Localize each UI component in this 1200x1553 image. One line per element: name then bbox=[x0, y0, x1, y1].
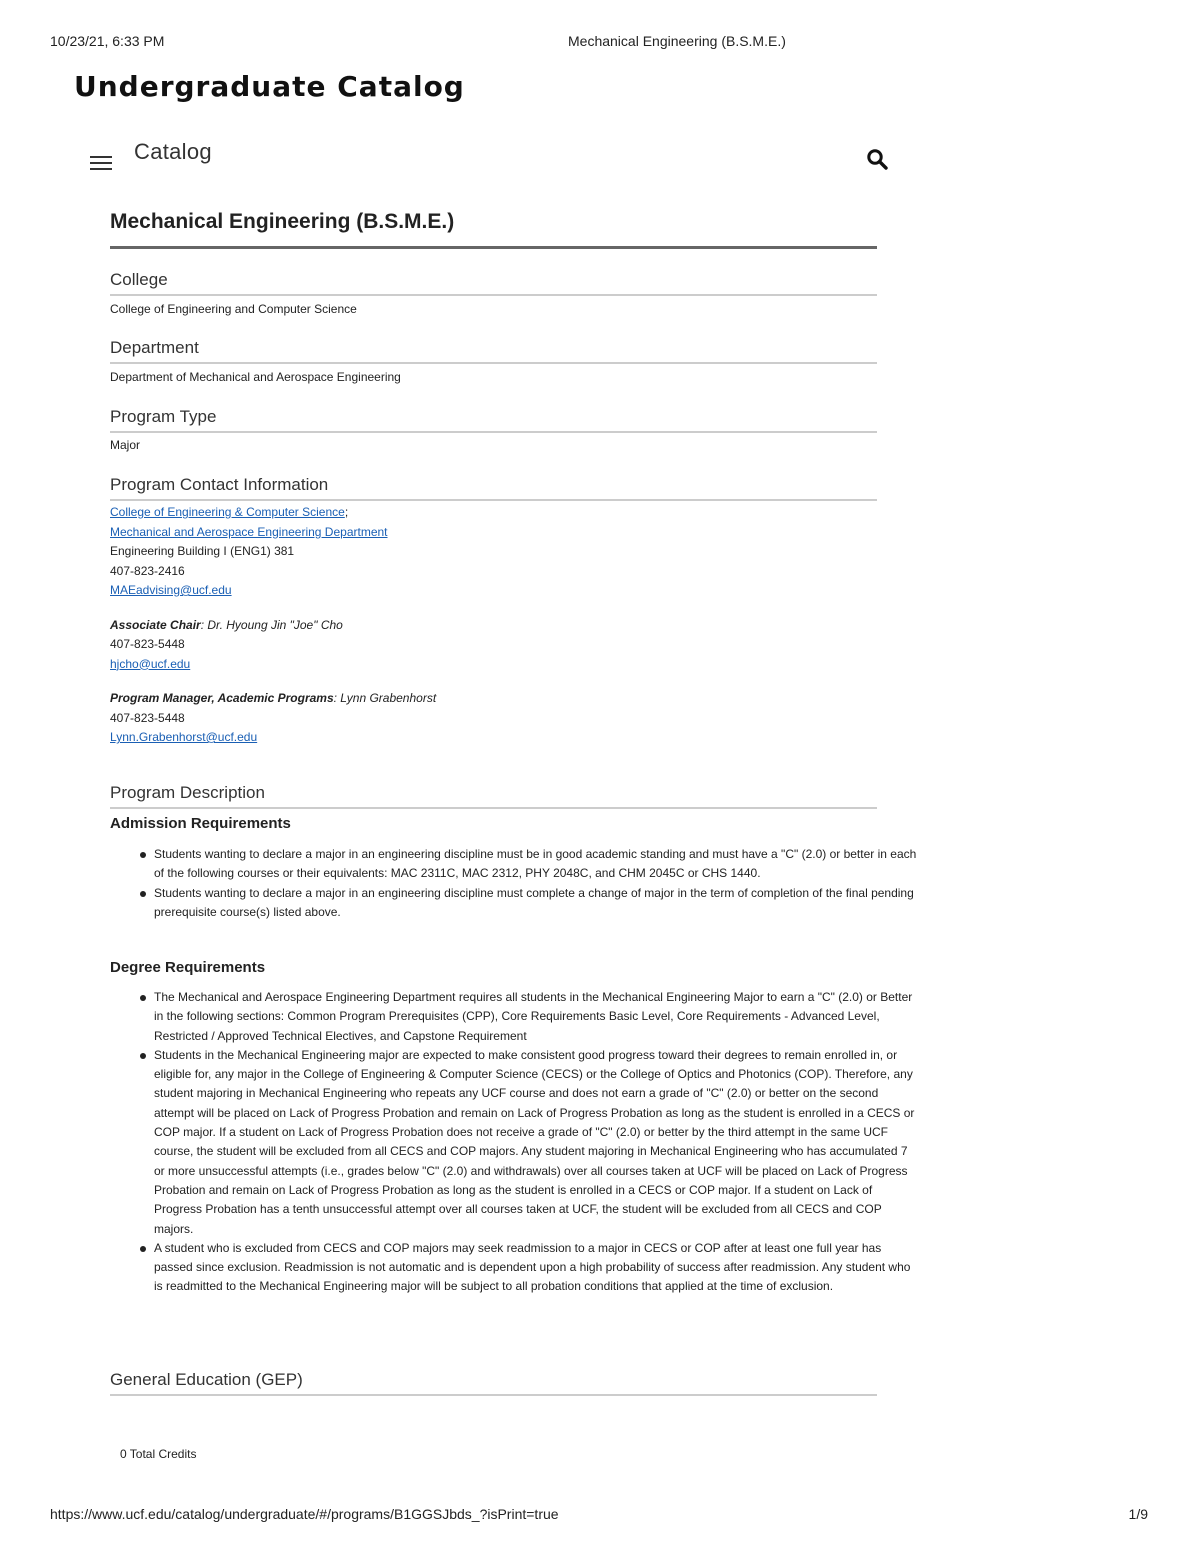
college-heading: College bbox=[110, 269, 877, 296]
program-manager-name: : Lynn Grabenhorst bbox=[333, 691, 437, 705]
search-icon[interactable] bbox=[866, 148, 888, 170]
list-item: The Mechanical and Aerospace Engineering Department requires all students in the Mechanical Engineering Major to earn a "C" (2.0) or Better in the following sections: Common Program Prerequisites (CPP), Core Requirements Basic Level, Core Requirements - Advanced Level, Restricted / Approved Technical Electives, and Capstone Requirement bbox=[154, 988, 921, 1046]
print-page-title: Mechanical Engineering (B.S.M.E.) bbox=[568, 33, 786, 49]
advising-email-link[interactable]: MAEadvising@ucf.edu bbox=[110, 583, 232, 597]
list-item: A student who is excluded from CECS and COP majors may seek readmission to a major in CECS or COP after at least one full year has passed since exclusion. Readmission is not automatic and is dependent upon a high probability of success after readmission. Any student who is readmitted to the Mechanical Engineering major will be subject to all probation conditions that applied at the time of exclusion. bbox=[154, 1239, 921, 1297]
program-type-value: Major bbox=[110, 438, 141, 452]
associate-chair-phone: 407-823-5448 bbox=[110, 637, 185, 651]
admission-requirements-heading: Admission Requirements bbox=[110, 815, 291, 832]
degree-requirements-list bbox=[110, 988, 921, 1297]
total-credits: 0 Total Credits bbox=[120, 1447, 197, 1461]
contact-block bbox=[110, 503, 877, 748]
program-manager-label: Program Manager, Academic Programs bbox=[110, 691, 334, 705]
building: Engineering Building I (ENG1) 381 bbox=[110, 544, 295, 558]
degree-requirements-heading: Degree Requirements bbox=[110, 959, 266, 976]
admission-requirements-list bbox=[110, 845, 921, 922]
hamburger-menu-icon[interactable] bbox=[90, 156, 112, 170]
program-manager-phone: 407-823-5448 bbox=[110, 710, 185, 725]
program-title: Mechanical Engineering (B.S.M.E.) bbox=[110, 210, 455, 233]
list-item: Students wanting to declare a major in an engineering discipline must be in good academic standing and must have a "C" (2.0) or better in each of the following courses or their equivalents: MAC 2311C, MAC 2312, PHY 2048C, and CHM 2045C or CHS 1440. bbox=[154, 845, 921, 884]
print-datetime: 10/23/21, 6:33 PM bbox=[50, 33, 165, 49]
program-description-heading: Program Description bbox=[110, 782, 877, 809]
associate-chair-label: Associate Chair bbox=[110, 617, 201, 632]
contact-heading: Program Contact Information bbox=[110, 474, 877, 501]
college-link[interactable]: College of Engineering & Computer Science bbox=[110, 505, 345, 519]
print-url: https://www.ucf.edu/catalog/undergraduate/#/programs/B1GGSJbds_?isPrint=true bbox=[50, 1506, 559, 1522]
associate-chair-name: : Dr. Hyoung Jin "Joe" Cho bbox=[200, 617, 343, 632]
site-title[interactable]: Undergraduate Catalog bbox=[74, 70, 465, 103]
department-heading: Department bbox=[110, 337, 877, 364]
program-type-heading: Program Type bbox=[110, 406, 877, 433]
title-divider bbox=[110, 246, 877, 249]
department-value: Department of Mechanical and Aerospace Engineering bbox=[110, 370, 401, 384]
college-value: College of Engineering and Computer Science bbox=[110, 302, 357, 316]
print-page-number: 1/9 bbox=[1128, 1506, 1148, 1522]
phone: 407-823-2416 bbox=[110, 563, 185, 578]
college-link-suffix: ; bbox=[344, 505, 349, 519]
catalog-nav-label[interactable]: Catalog bbox=[134, 139, 212, 164]
department-link[interactable]: Mechanical and Aerospace Engineering Department bbox=[110, 524, 388, 539]
associate-chair-email-link[interactable]: hjcho@ucf.edu bbox=[110, 656, 191, 671]
general-education-heading: General Education (GEP) bbox=[110, 1369, 877, 1396]
list-item: Students wanting to declare a major in an engineering discipline must complete a change of major in the term of completion of the final pending prerequisite course(s) listed above. bbox=[154, 884, 921, 923]
list-item: Students in the Mechanical Engineering major are expected to make consistent good progress toward their degrees to remain enrolled in, or eligible for, any major in the College of Engineering & Computer Science (CECS) or the College of Optics and Photonics (COP). Therefore, any student majoring in Mechanical Engineering who repeats any UCF course and does not earn a grade of "C" (2.0) or better on the second attempt will be placed on Lack of Progress Probation and remain on Lack of Progress Probation as long as the student is enrolled in a CECS or COP major. If a student on Lack of Progress Probation does not receive a grade of "C" (2.0) or better by the third attempt in the same UCF course, the student will be excluded from all CECS and COP majors. Any student majoring in Mechanical Engineering who has accumulated 7 or more unsuccessful attempts (i.e., grades below "C" (2.0) and withdrawals) over all courses taken at UCF will be placed on Lack of Progress Probation and remain on Lack of Progress Probation as long as the student is enrolled in a CECS or COP major. If a student on Lack of Progress Probation has a tenth unsuccessful attempt over all courses taken at UCF, the student will be excluded from all CECS and COP majors. bbox=[154, 1046, 921, 1239]
program-manager-email-link[interactable]: Lynn.Grabenhorst@ucf.edu bbox=[110, 730, 258, 744]
